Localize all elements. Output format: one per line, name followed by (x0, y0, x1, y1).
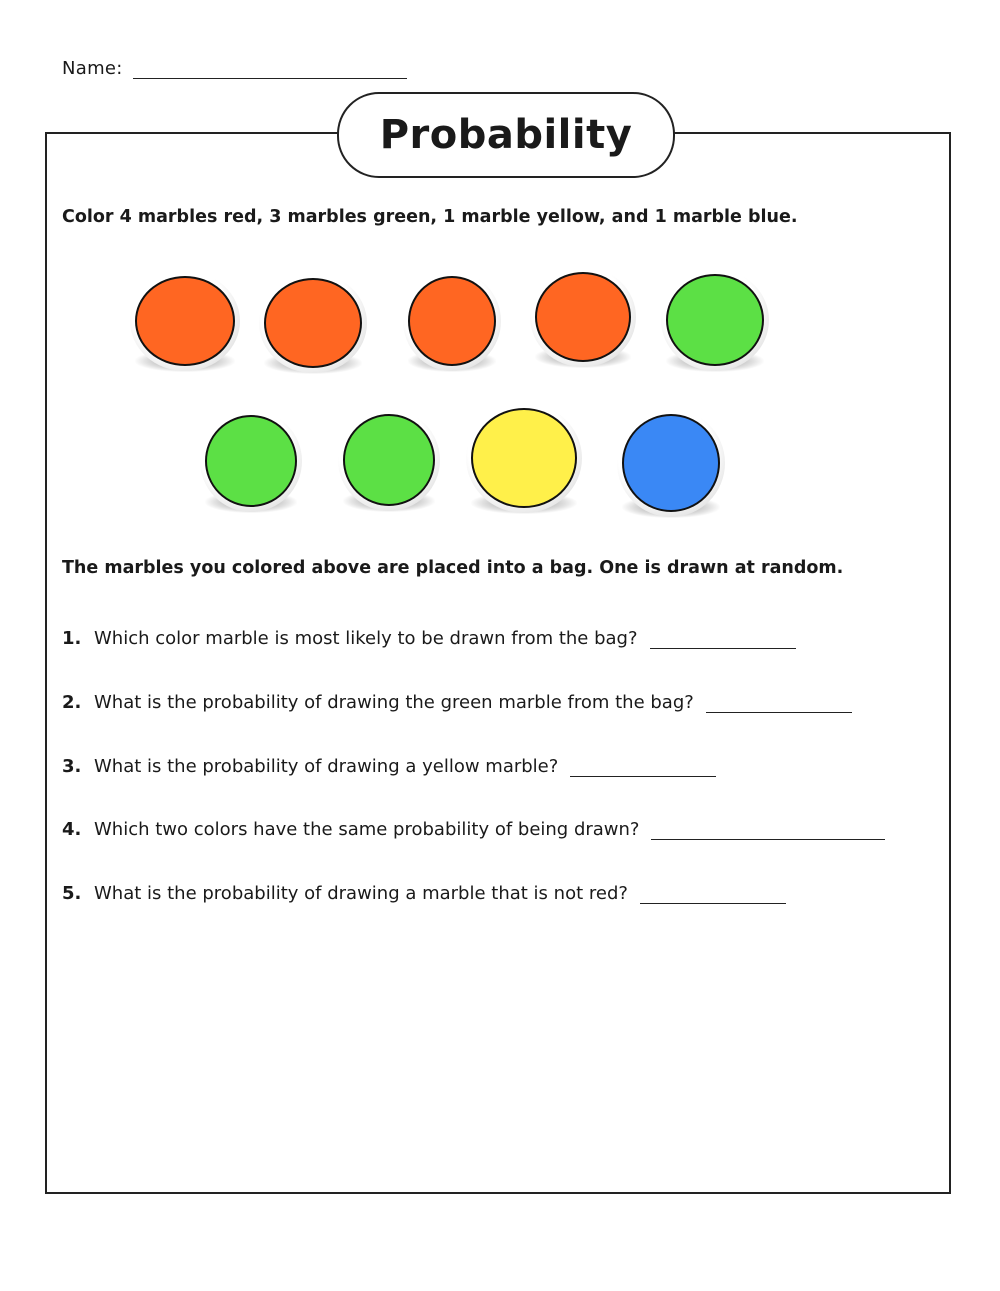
answer-blank[interactable] (640, 885, 786, 904)
instruction-text: Color 4 marbles red, 3 marbles green, 1 marble yellow, and 1 marble blue. (62, 207, 798, 227)
name-label: Name: (62, 58, 123, 79)
question-number: 1. (62, 628, 82, 649)
question-4 (62, 819, 885, 840)
question-number: 3. (62, 756, 82, 777)
name-blank-line[interactable] (133, 60, 407, 79)
answer-blank[interactable] (706, 694, 852, 713)
question-number: 2. (62, 692, 82, 713)
title-banner (337, 92, 675, 178)
page-title: Probability (379, 112, 633, 158)
name-row (62, 58, 407, 79)
question-text: Which two colors have the same probability of being drawn? (94, 819, 640, 840)
question-3 (62, 756, 716, 777)
question-number: 4. (62, 819, 82, 840)
question-text: What is the probability of drawing the green marble from the bag? (94, 692, 694, 713)
question-number: 5. (62, 883, 82, 904)
question-5 (62, 883, 786, 904)
worksheet-frame (45, 132, 951, 1194)
statement-text: The marbles you colored above are placed into a bag. One is drawn at random. (62, 558, 844, 578)
question-text: What is the probability of drawing a marble that is not red? (94, 883, 628, 904)
question-text: Which color marble is most likely to be drawn from the bag? (94, 628, 638, 649)
question-2 (62, 692, 852, 713)
question-1 (62, 628, 796, 649)
answer-blank[interactable] (651, 821, 885, 840)
answer-blank[interactable] (570, 758, 716, 777)
answer-blank[interactable] (650, 630, 796, 649)
question-text: What is the probability of drawing a yellow marble? (94, 756, 559, 777)
